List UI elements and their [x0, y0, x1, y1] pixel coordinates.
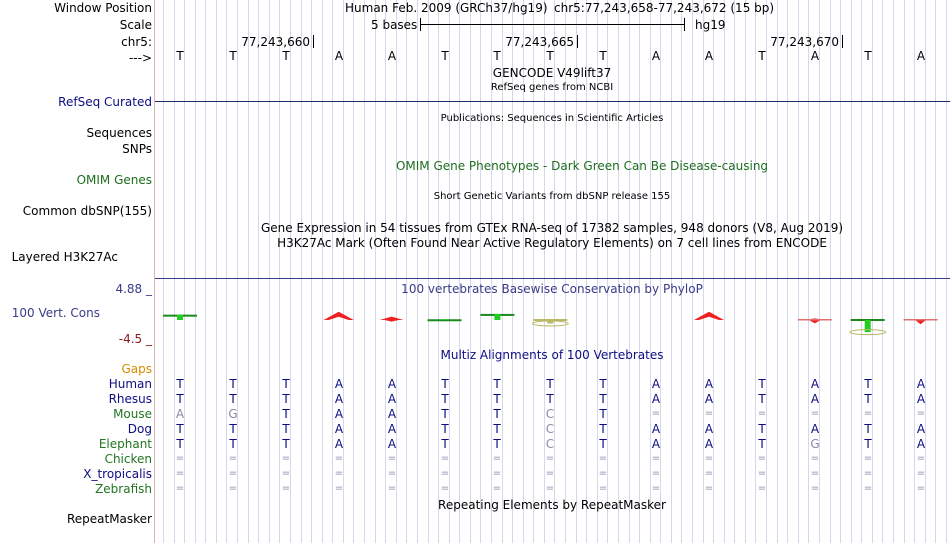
aligned-base: T: [864, 422, 872, 436]
aligned-base: =: [545, 468, 555, 479]
cons-min-label: -4.5 _: [118, 332, 152, 346]
grid-line: [301, 0, 302, 543]
gencode-title: GENCODE V49lift37: [492, 66, 612, 80]
vert-cons-label[interactable]: 100 Vert. Cons: [11, 306, 100, 320]
aligned-base: T: [229, 422, 237, 436]
grid-line: [882, 0, 883, 543]
aligned-base: T: [282, 437, 290, 451]
ruler-tick: [577, 35, 578, 48]
grid-line: [459, 0, 460, 543]
aligned-base: =: [175, 468, 185, 479]
aligned-base: T: [599, 407, 607, 421]
aligned-base: A: [387, 377, 397, 391]
aligned-base: =: [704, 408, 714, 419]
grid-line: [935, 0, 936, 543]
repeatmasker-title: Repeating Elements by RepeatMasker: [438, 498, 666, 512]
aligned-base: A: [387, 422, 397, 436]
aligned-base: T: [493, 437, 501, 451]
aligned-base: A: [334, 437, 344, 451]
multiz-title: Multiz Alignments of 100 Vertebrates: [440, 348, 664, 362]
aligned-base: C: [545, 422, 555, 436]
phylop-mark: [163, 315, 197, 320]
aligned-base: T: [546, 377, 554, 391]
reference-base: A: [651, 49, 661, 63]
grid-line: [205, 0, 206, 543]
aligned-base: =: [492, 483, 502, 494]
refseq-track-line: [155, 101, 950, 102]
aligned-base: A: [810, 422, 820, 436]
aligned-base: C: [545, 407, 555, 421]
aligned-base: =: [651, 453, 661, 464]
ruler-tick: [313, 35, 314, 48]
grid-line: [798, 0, 799, 543]
assembly-title: Human Feb. 2009 (GRCh37/hg19): [345, 1, 548, 15]
grid-line: [787, 0, 788, 543]
aligned-base: =: [545, 453, 555, 464]
species-label: Rhesus: [108, 392, 152, 406]
strand-label: --->: [128, 51, 152, 65]
aligned-base: T: [282, 377, 290, 391]
aligned-base: A: [651, 422, 661, 436]
grid-line: [311, 0, 312, 543]
aligned-base: =: [863, 483, 873, 494]
reference-base: T: [864, 49, 872, 63]
aligned-base: =: [651, 483, 661, 494]
aligned-base: =: [440, 468, 450, 479]
refseq-curated-label[interactable]: RefSeq Curated: [58, 95, 152, 109]
aligned-base: A: [810, 392, 820, 406]
aligned-base: =: [757, 468, 767, 479]
aligned-base: =: [545, 483, 555, 494]
aligned-base: A: [916, 437, 926, 451]
aligned-base: A: [810, 377, 820, 391]
aligned-base: =: [492, 453, 502, 464]
scale-db: hg19: [695, 18, 726, 32]
reference-base: T: [282, 49, 290, 63]
aligned-base: T: [176, 392, 184, 406]
reference-base: T: [493, 49, 501, 63]
aligned-base: =: [757, 483, 767, 494]
omim-genes-label[interactable]: OMIM Genes: [76, 173, 152, 187]
aligned-base: =: [810, 468, 820, 479]
aligned-base: T: [758, 437, 766, 451]
grid-line: [248, 0, 249, 543]
grid-line: [417, 0, 418, 543]
species-label: Elephant: [98, 437, 152, 451]
aligned-base: C: [545, 437, 555, 451]
grid-line: [163, 0, 164, 543]
aligned-base: =: [863, 468, 873, 479]
aligned-base: A: [704, 392, 714, 406]
grid-line: [777, 0, 778, 543]
grid-line: [428, 0, 429, 543]
publications-title: Publications: Sequences in Scientific Articles: [440, 113, 664, 124]
grid-line: [629, 0, 630, 543]
aligned-base: =: [281, 468, 291, 479]
aligned-base: =: [810, 483, 820, 494]
aligned-base: =: [492, 468, 502, 479]
aligned-base: =: [704, 453, 714, 464]
grid-line: [258, 0, 259, 543]
grid-line: [724, 0, 725, 543]
ruler-tick-label: 77,243,670: [770, 35, 839, 49]
aligned-base: =: [598, 483, 608, 494]
species-label: Mouse: [113, 407, 152, 421]
aligned-base: T: [176, 437, 184, 451]
omim-title: OMIM Gene Phenotypes - Dark Green Can Be Disease-causing: [395, 159, 769, 173]
aligned-base: =: [704, 468, 714, 479]
aligned-base: =: [334, 453, 344, 464]
aligned-base: T: [441, 407, 449, 421]
aligned-base: A: [704, 377, 714, 391]
aligned-base: T: [441, 437, 449, 451]
aligned-base: =: [704, 483, 714, 494]
phylop-baseline-mark: [904, 319, 938, 321]
phylop-mark: [694, 312, 724, 320]
aligned-base: =: [651, 408, 661, 419]
aligned-base: =: [651, 468, 661, 479]
sequences-label[interactable]: Sequences: [86, 126, 152, 140]
phylop-mark: [428, 319, 462, 321]
grid-line: [406, 0, 407, 543]
aligned-base: T: [176, 377, 184, 391]
aligned-base: A: [334, 392, 344, 406]
aligned-base: =: [387, 453, 397, 464]
grid-line: [840, 0, 841, 543]
aligned-base: A: [704, 422, 714, 436]
aligned-base: =: [916, 468, 926, 479]
phylop-mark: [480, 314, 514, 320]
grid-line: [618, 0, 619, 543]
aligned-base: =: [598, 453, 608, 464]
species-label: Chicken: [104, 452, 152, 466]
aligned-base: A: [334, 407, 344, 421]
aligned-base: T: [441, 422, 449, 436]
aligned-base: =: [863, 408, 873, 419]
ruler-tick: [842, 35, 843, 48]
grid-line: [480, 0, 481, 543]
scale-text: 5 bases: [371, 18, 418, 32]
grid-line: [904, 0, 905, 543]
aligned-base: =: [916, 483, 926, 494]
aligned-base: T: [282, 407, 290, 421]
reference-base: T: [599, 49, 607, 63]
window-position-label: Window Position: [54, 1, 152, 15]
reference-base: T: [758, 49, 766, 63]
aligned-base: T: [282, 422, 290, 436]
scale-bar-left-end: [420, 18, 421, 31]
aligned-base: =: [281, 483, 291, 494]
scale-bar-right-end: [684, 18, 685, 31]
phylop-baseline-mark: [798, 319, 832, 321]
aligned-base: A: [387, 437, 397, 451]
grid-line: [946, 0, 947, 543]
window-position: chr5:77,243,658-77,243,672 (15 bp): [554, 1, 775, 15]
aligned-base: =: [334, 483, 344, 494]
h3k27ac-title: H3K27Ac Mark (Often Found Near Active Regulatory Elements) on 7 cell lines from ENCODE: [277, 236, 827, 250]
species-label: Human: [108, 377, 152, 391]
aligned-base: =: [757, 408, 767, 419]
aligned-base: =: [175, 483, 185, 494]
reference-base: T: [546, 49, 554, 63]
aligned-base: =: [334, 468, 344, 479]
aligned-base: T: [441, 392, 449, 406]
aligned-base: T: [864, 437, 872, 451]
aligned-base: T: [546, 392, 554, 406]
gaps-label: Gaps: [121, 362, 152, 376]
grid-line: [364, 0, 365, 543]
phylop-conservation-plot: [155, 300, 950, 340]
aligned-base: T: [599, 377, 607, 391]
aligned-base: =: [757, 453, 767, 464]
aligned-base: T: [229, 377, 237, 391]
h3k27ac-track-line: [155, 278, 950, 279]
aligned-base: G: [228, 407, 238, 421]
aligned-base: T: [599, 392, 607, 406]
chrom-label: chr5:: [121, 35, 152, 49]
reference-base: A: [810, 49, 820, 63]
species-label: Dog: [127, 422, 152, 436]
aligned-base: A: [334, 422, 344, 436]
aligned-base: A: [916, 422, 926, 436]
reference-base: A: [334, 49, 344, 63]
scale-label: Scale: [119, 18, 152, 32]
reference-base: T: [176, 49, 184, 63]
aligned-base: T: [758, 422, 766, 436]
aligned-base: A: [916, 392, 926, 406]
snps-label[interactable]: SNPs: [122, 142, 152, 156]
aligned-base: =: [175, 453, 185, 464]
grid-line: [681, 0, 682, 543]
species-label: X_tropicalis: [83, 467, 152, 481]
grid-line: [893, 0, 894, 543]
grid-line: [269, 0, 270, 543]
aligned-base: A: [704, 437, 714, 451]
reference-base: A: [704, 49, 714, 63]
phylop-mark: [324, 312, 354, 320]
layered-h3k27ac-label[interactable]: Layered H3K27Ac: [11, 250, 118, 264]
grid-line: [375, 0, 376, 543]
phylop-mark: [532, 319, 568, 326]
aligned-base: T: [176, 422, 184, 436]
grid-line: [734, 0, 735, 543]
grid-line: [353, 0, 354, 543]
aligned-base: =: [863, 453, 873, 464]
aligned-base: =: [387, 468, 397, 479]
grid-line: [851, 0, 852, 543]
aligned-base: =: [228, 483, 238, 494]
grid-line: [830, 0, 831, 543]
aligned-base: =: [916, 408, 926, 419]
phylop-mark: [380, 317, 404, 322]
repeatmasker-label[interactable]: RepeatMasker: [66, 512, 152, 526]
aligned-base: T: [229, 437, 237, 451]
aligned-base: =: [440, 453, 450, 464]
species-label: Zebrafish: [95, 482, 152, 496]
reference-base: A: [387, 49, 397, 63]
refseq-subtitle: RefSeq genes from NCBI: [490, 82, 614, 93]
aligned-base: =: [281, 453, 291, 464]
aligned-base: T: [493, 422, 501, 436]
aligned-base: T: [758, 392, 766, 406]
aligned-base: A: [387, 392, 397, 406]
grid-line: [692, 0, 693, 543]
track-label-column: [0, 0, 152, 543]
grid-line: [745, 0, 746, 543]
aligned-base: A: [651, 437, 661, 451]
grid-line: [216, 0, 217, 543]
aligned-base: =: [916, 453, 926, 464]
aligned-base: =: [228, 453, 238, 464]
aligned-base: T: [282, 392, 290, 406]
aligned-base: T: [758, 377, 766, 391]
aligned-base: G: [810, 437, 820, 451]
aligned-base: =: [810, 408, 820, 419]
aligned-base: =: [598, 468, 608, 479]
cons-title: 100 vertebrates Basewise Conservation by PhyloP: [401, 282, 703, 296]
aligned-base: =: [440, 483, 450, 494]
dbsnp-title: Short Genetic Variants from dbSNP release 155: [433, 191, 671, 202]
aligned-base: A: [916, 377, 926, 391]
grid-line: [195, 0, 196, 543]
reference-base: A: [916, 49, 926, 63]
reference-base: T: [441, 49, 449, 63]
cons-max-label: 4.88 _: [115, 282, 152, 296]
grid-line: [671, 0, 672, 543]
grid-line: [322, 0, 323, 543]
grid-line: [639, 0, 640, 543]
track-image-area[interactable]: [155, 0, 950, 543]
aligned-base: T: [599, 422, 607, 436]
ruler-tick-label: 77,243,665: [505, 35, 574, 49]
aligned-base: T: [864, 377, 872, 391]
ruler-tick-label: 77,243,660: [241, 35, 310, 49]
aligned-base: A: [175, 407, 185, 421]
aligned-base: =: [228, 468, 238, 479]
grid-line: [470, 0, 471, 543]
aligned-base: A: [651, 392, 661, 406]
aligned-base: T: [864, 392, 872, 406]
aligned-base: T: [493, 407, 501, 421]
aligned-base: A: [651, 377, 661, 391]
phylop-mark: [850, 319, 886, 335]
common-dbsnp-label[interactable]: Common dbSNP(155): [22, 204, 152, 218]
aligned-base: =: [387, 483, 397, 494]
reference-base: T: [229, 49, 237, 63]
aligned-base: T: [493, 392, 501, 406]
gtex-title: Gene Expression in 54 tissues from GTEx RNA-seq of 17382 samples, 948 donors (V8, Aug 2019): [260, 221, 844, 235]
scale-bar: [420, 24, 684, 25]
aligned-base: T: [599, 437, 607, 451]
aligned-base: T: [229, 392, 237, 406]
aligned-base: T: [441, 377, 449, 391]
aligned-base: =: [810, 453, 820, 464]
aligned-base: A: [334, 377, 344, 391]
aligned-base: T: [493, 377, 501, 391]
aligned-base: A: [387, 407, 397, 421]
